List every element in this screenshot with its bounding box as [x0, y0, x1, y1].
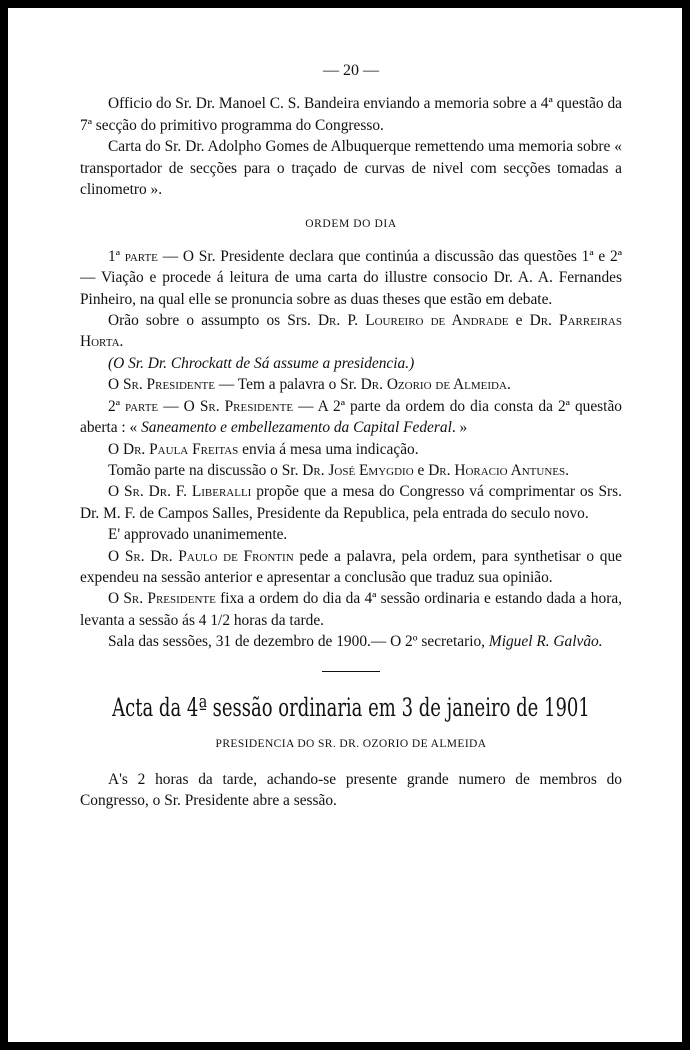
speaker-name: O Sr. Dr. Paulo de Frontin	[108, 547, 294, 565]
speaker-name: O Sr. Dr. F. Liberalli	[108, 483, 252, 501]
speaker-name: Dr. P. Loureiro de Andrade	[317, 312, 509, 330]
text-span: Orão sobre o assumpto os Srs.	[108, 312, 318, 330]
part-label: 2ª parte	[108, 397, 159, 415]
question-title: Saneamento e embellezamento da Capital Federal	[141, 419, 452, 437]
ordem-paragraph-4	[80, 374, 622, 395]
text-span: propõe que a mesa do Congresso vá comprimentar os Srs. Dr. M. F. de Campos Salles, Presidente da Republica, pela entrada do seculo novo.	[80, 483, 622, 522]
text-span: Sala das sessões, 31 de dezembro de 1900.— O 2º secretario,	[108, 633, 489, 651]
ordem-paragraph-2	[80, 310, 622, 353]
ordem-paragraph-10	[80, 546, 622, 589]
ordem-paragraph-9: E' approvado unanimemente.	[108, 526, 288, 544]
speaker-name: Dr. José Emygdio	[302, 461, 414, 479]
ordem-paragraph-8	[80, 481, 622, 524]
text-span: O	[108, 440, 123, 458]
ordem-paragraph-1-text: — O Sr. Presidente declara que continúa a discussão das questões 1ª e 2ª — Viação e procede á leitura de uma carta do illustre consocio Dr. A. A. Fernandes Pinheiro, na qual elle se pronuncia sobre as duas theses que estão em debate.	[80, 247, 622, 308]
text-span: e	[413, 461, 429, 479]
speaker-name: Dr. Paula Freitas	[122, 440, 239, 458]
speaker-name: Dr. Ozorio de Almeida	[360, 376, 507, 394]
speaker-name: O Sr. Presidente	[108, 376, 215, 394]
page-content	[80, 60, 622, 812]
ordem-paragraph-6	[80, 439, 622, 460]
ordem-do-dia-heading: ORDEM DO DIA	[305, 218, 397, 231]
ordem-paragraph-5	[80, 396, 622, 439]
part-label: 1ª parte	[108, 247, 158, 265]
section-divider	[322, 671, 380, 672]
text-span: e	[508, 312, 530, 330]
secretary-signature-name: Miguel R. Galvão.	[488, 633, 603, 651]
text-span: .	[119, 333, 124, 351]
text-span: .	[565, 461, 569, 479]
ordem-paragraph-1	[80, 246, 622, 310]
text-span: pede a palavra, pela ordem, para synthetisar o que expendeu na sessão anterior e apresentar a conclusão que traduz sua opinião.	[80, 547, 623, 586]
ordem-paragraph-11	[80, 588, 622, 631]
text-span: envia á mesa uma indicação.	[238, 440, 419, 458]
acta-title: Acta da 4ª sessão ordinaria em 3 de janeiro de 1901	[112, 692, 590, 722]
text-span: — O	[158, 397, 200, 415]
final-paragraph: A's 2 horas da tarde, achando-se presente grande numero de membros do Congresso, o Sr. Presidente abre a sessão.	[80, 770, 622, 810]
speaker-name: O Sr. Presidente	[108, 590, 216, 608]
text-span: Tomão parte na discussão o Sr.	[108, 461, 303, 479]
intro-paragraph-1: Officio do Sr. Dr. Manoel C. S. Bandeira enviando a memoria sobre a 4ª questão da 7ª secção do primitivo programma do Congresso.	[80, 95, 622, 134]
intro-paragraph-2: Carta do Sr. Dr. Adolpho Gomes de Albuquerque remettendo uma memoria sobre « transportador de secções para o traçado de curvas de nivel com secções tomadas a clinometro ».	[80, 138, 622, 199]
ordem-paragraph-3: (O Sr. Dr. Chrockatt de Sá assume a presidencia.)	[108, 354, 415, 372]
presidencia-line: PRESIDENCIA DO SR. DR. OZORIO DE ALMEIDA	[215, 737, 487, 750]
text-span: fixa a ordem do dia da 4ª sessão ordinaria e estando dada a hora, levanta a sessão ás 4 1/2 horas da tarde.	[80, 590, 623, 629]
ordem-paragraph-12	[80, 631, 622, 652]
ordem-paragraph-7	[80, 460, 622, 481]
document-page	[8, 8, 682, 1042]
text-span: — Tem a palavra o Sr.	[215, 376, 361, 394]
text-span: . »	[451, 419, 468, 437]
speaker-name: Dr. Horacio Antunes	[428, 461, 566, 479]
speaker-name: Dr. Parreiras Horta	[80, 312, 622, 351]
text-span: — A 2ª parte da ordem do dia consta da 2ª questão aberta : «	[80, 397, 622, 437]
speaker-name: Sr. Presidente	[199, 397, 294, 415]
page-number: — 20 —	[323, 62, 379, 79]
text-span: .	[506, 376, 511, 394]
